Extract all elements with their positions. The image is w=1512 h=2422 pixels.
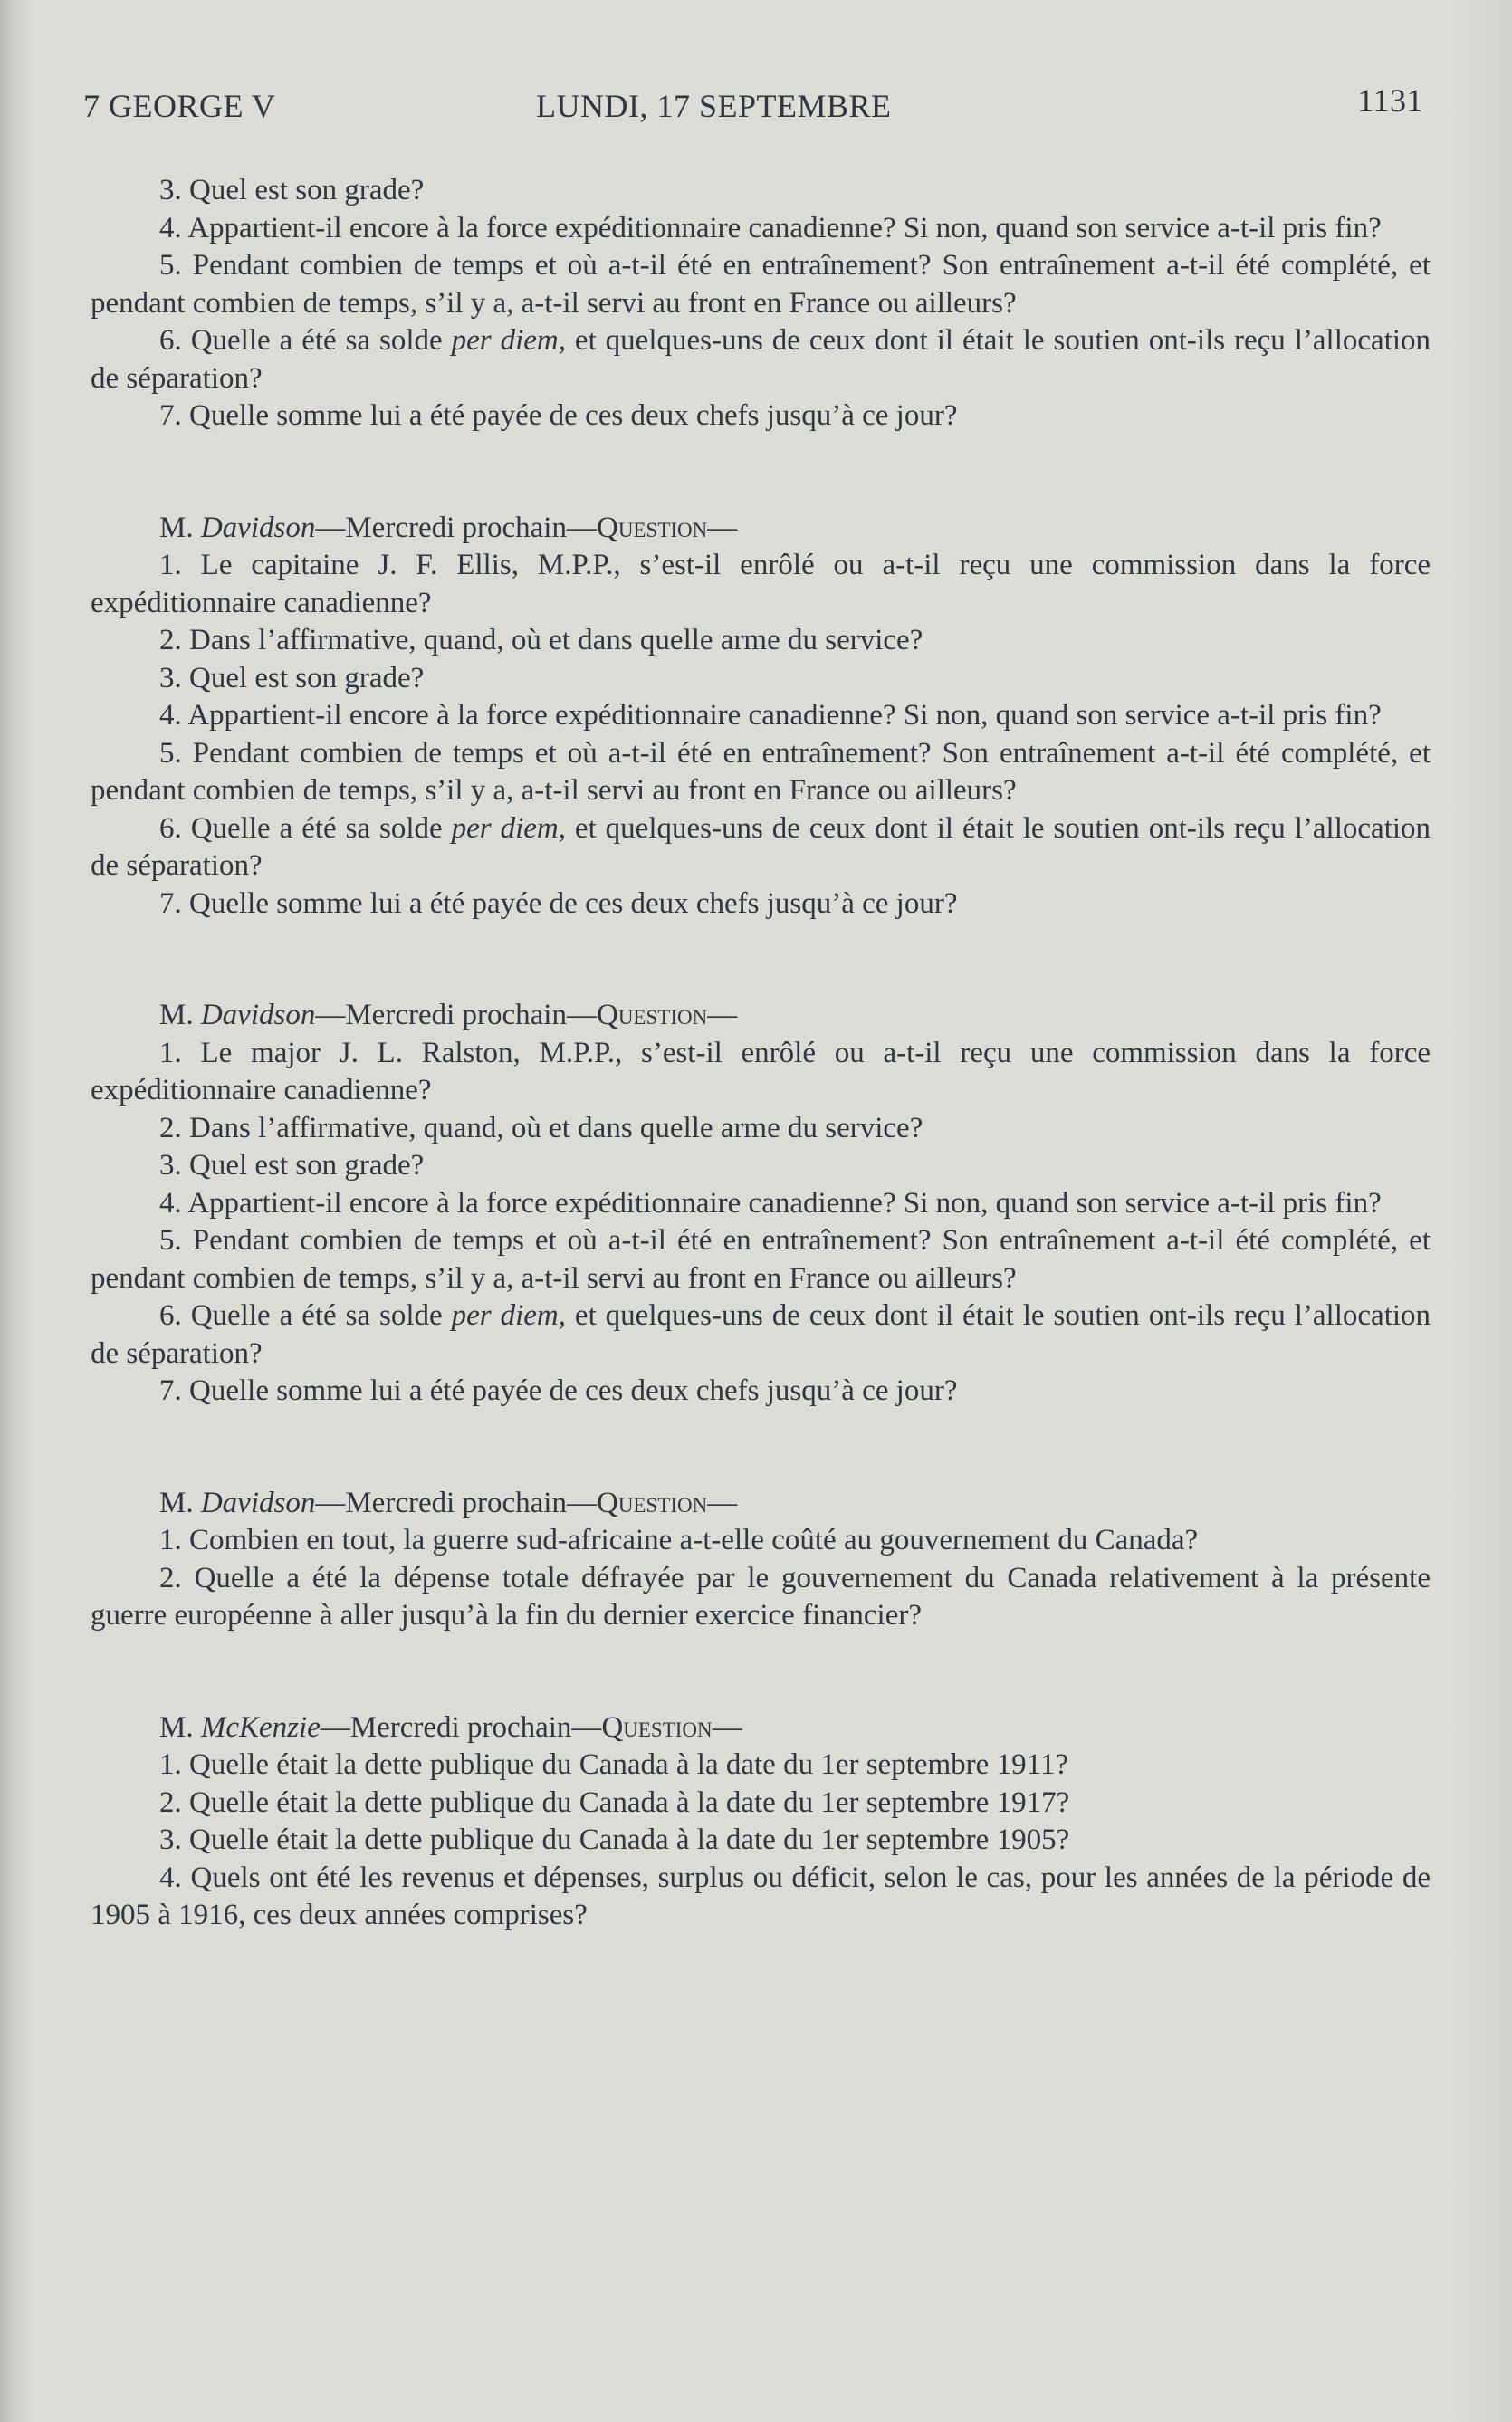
member-name: McKenzie	[200, 1710, 321, 1744]
page-number: 1131	[1357, 82, 1423, 119]
question-item: 2. Quelle a été la dépense totale défrayée par le gouvernement du Canada relativement à la présente guerre européenne à aller jusqu’à la fin du dernier exercice financier?	[91, 1561, 1431, 1632]
question-item: 1. Combien en tout, la guerre sud-africaine a-t-elle coûté au gouvernement du Canada?	[159, 1524, 1199, 1556]
question-block	[91, 1485, 1431, 1635]
question-item: 7. Quelle somme lui a été payée de ces deux chefs jusqu’à ce jour?	[159, 886, 958, 920]
question-block	[91, 172, 1431, 436]
question-intro: M. Davidson—Mercredi prochain—Question—	[159, 999, 738, 1031]
question-item: 1. Le major J. L. Ralston, M.P.P., s’est-il enrôlé ou a-t-il reçu une commission dans la force expéditionnaire canadienne?	[91, 1036, 1431, 1106]
member-name: Davidson	[200, 511, 316, 544]
header-regnal-year: 7 GEORGE V	[83, 88, 276, 124]
question-item: 5. Pendant combien de temps et où a-t-il été en entraînement? Son entraînement a-t-il été complété, et pendant combien de temps, s’il y a, a-t-il servi au front en France ou ailleurs?	[91, 249, 1431, 320]
question-item: 3. Quel est son grade?	[159, 1149, 425, 1182]
question-item: 4. Appartient-il encore à la force expéditionnaire canadienne? Si non, quand son service a-t-il pris fin?	[159, 699, 1382, 732]
question-intro: M. McKenzie—Mercredi prochain—Question—	[159, 1710, 742, 1744]
question-item: 3. Quelle était la dette publique du Canada à la date du 1er septembre 1905?	[159, 1824, 1070, 1856]
question-item: 3. Quel est son grade?	[159, 661, 425, 694]
question-item: 4. Appartient-il encore à la force expéditionnaire canadienne? Si non, quand son service a-t-il pris fin?	[159, 1186, 1382, 1220]
question-item: 6. Quelle a été sa solde per diem, et quelques-uns de ceux dont il était le soutien ont-ils reçu l’allocation de séparation?	[91, 811, 1431, 882]
question-item: 1. Quelle était la dette publique du Canada à la date du 1er septembre 1911?	[159, 1748, 1068, 1781]
member-name: Davidson	[200, 999, 316, 1031]
question-item: 5. Pendant combien de temps et où a-t-il été en entraînement? Son entraînement a-t-il été complété, et pendant combien de temps, s’il y a, a-t-il servi au front en France ou ailleurs?	[91, 736, 1431, 807]
question-item: 3. Quel est son grade?	[159, 174, 425, 206]
question-item: 6. Quelle a été sa solde per diem, et quelques-uns de ceux dont il était le soutien ont-ils reçu l’allocation de séparation?	[91, 1299, 1431, 1370]
question-item: 6. Quelle a été sa solde per diem, et quelques-uns de ceux dont il était le soutien ont-ils reçu l’allocation de séparation?	[91, 324, 1431, 395]
question-item: 4. Quels ont été les revenus et dépenses, surplus ou déficit, selon le cas, pour les années de la période de 1905 à 1916, ces deux années comprises?	[91, 1861, 1431, 1931]
page-body	[91, 172, 1431, 1935]
running-header	[83, 82, 1423, 130]
member-name: Davidson	[200, 1486, 316, 1519]
question-block	[91, 1709, 1431, 1935]
question-item: 7. Quelle somme lui a été payée de ces deux chefs jusqu’à ce jour?	[159, 399, 958, 432]
question-intro: M. Davidson—Mercredi prochain—Question—	[159, 511, 738, 544]
header-date: LUNDI, 17 SEPTEMBRE	[536, 88, 892, 124]
question-item: 4. Appartient-il encore à la force expéditionnaire canadienne? Si non, quand son service a-t-il pris fin?	[159, 211, 1382, 244]
question-item: 1. Le capitaine J. F. Ellis, M.P.P., s’est-il enrôlé ou a-t-il reçu une commission dans la force expéditionnaire canadienne?	[91, 549, 1431, 619]
question-block	[91, 997, 1431, 1411]
question-item: 5. Pendant combien de temps et où a-t-il été en entraînement? Son entraînement a-t-il été complété, et pendant combien de temps, s’il y a, a-t-il servi au front en France ou ailleurs?	[91, 1224, 1431, 1295]
question-item: 7. Quelle somme lui a été payée de ces deux chefs jusqu’à ce jour?	[159, 1374, 958, 1407]
question-item: 2. Dans l’affirmative, quand, où et dans quelle arme du service?	[159, 624, 923, 656]
question-intro: M. Davidson—Mercredi prochain—Question—	[159, 1486, 738, 1519]
question-block	[91, 510, 1431, 924]
question-item: 2. Dans l’affirmative, quand, où et dans quelle arme du service?	[159, 1111, 923, 1144]
question-item: 2. Quelle était la dette publique du Canada à la date du 1er septembre 1917?	[159, 1785, 1070, 1819]
